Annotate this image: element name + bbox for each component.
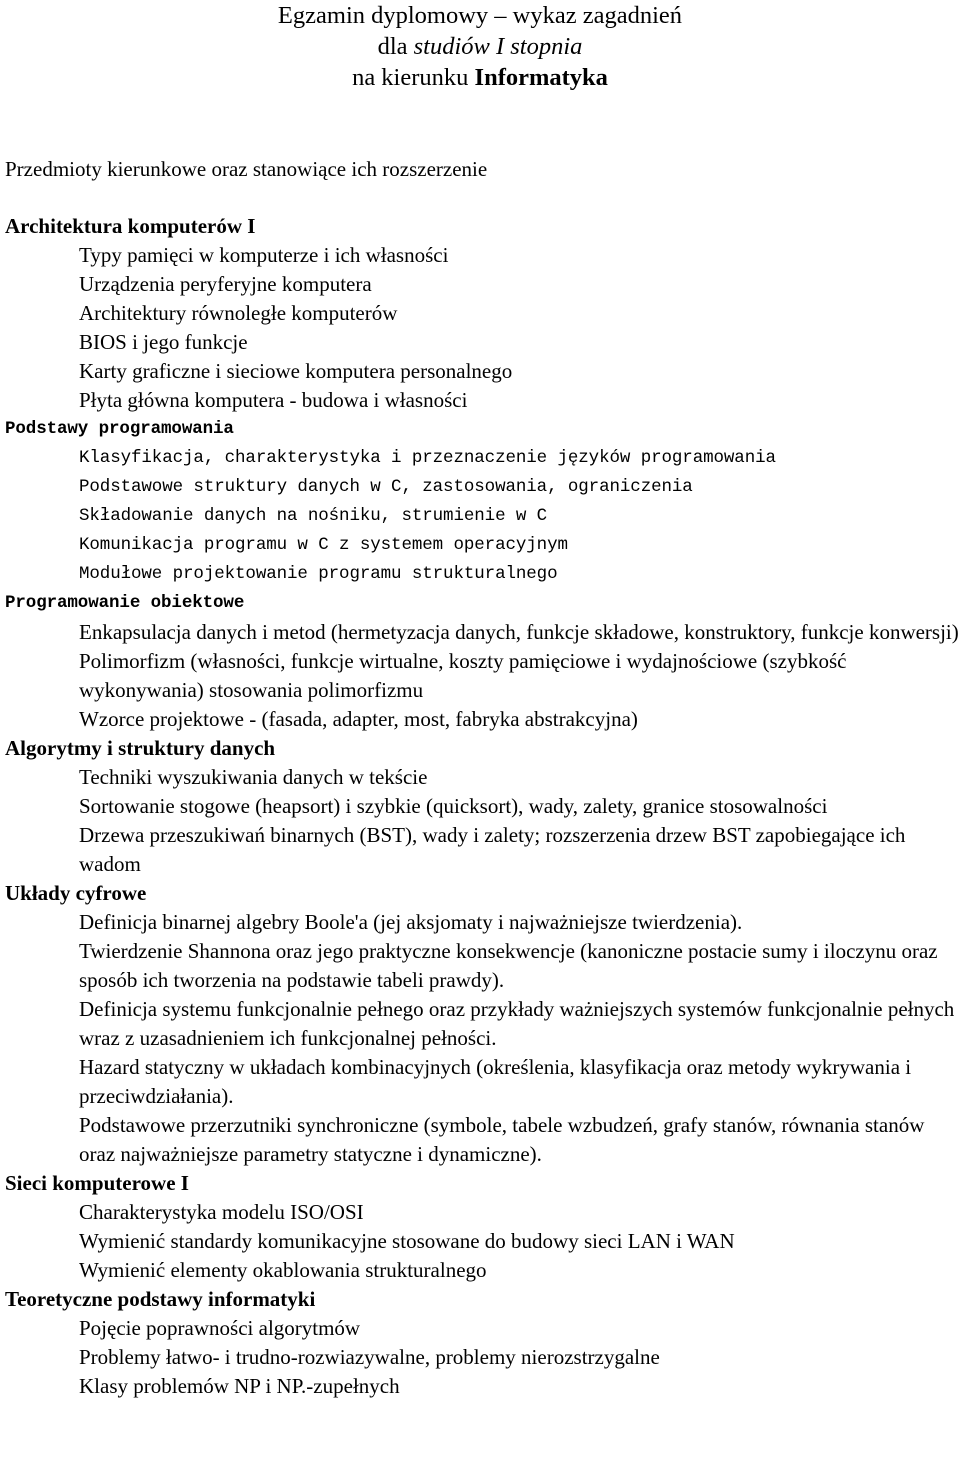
list-item: Charakterystyka modelu ISO/OSI (79, 1200, 364, 1224)
list-item: Typy pamięci w komputerze i ich własności (79, 243, 449, 267)
list-item: Architektury równoległe komputerów (79, 301, 398, 325)
list-item: Drzewa przeszukiwań binarnych (BST), wady i zalety; rozszerzenia drzew BST zapobiegające ich wadom (79, 823, 906, 876)
section-items (5, 908, 960, 1169)
title-study-level: studiów I stopnia (413, 33, 583, 60)
title-line-3-prefix: na kierunku (352, 64, 475, 91)
section-heading: Podstawy programowania (5, 419, 234, 439)
list-item: Problemy łatwo- i trudno-rozwiazywalne, problemy nierozstrzygalne (79, 1345, 660, 1369)
list-item: Pojęcie poprawności algorytmów (79, 1316, 361, 1340)
list-item: Klasy problemów NP i NP.-zupełnych (79, 1374, 400, 1398)
section-items (5, 1198, 960, 1285)
list-item: Urządzenia peryferyjne komputera (79, 272, 372, 296)
topics-list (5, 212, 960, 1401)
list-item: Definicja systemu funkcjonalnie pełnego oraz przykłady ważniejszych systemów funkcjonalnie pełnych wraz z uzasadnieniem ich funkcjonalnej pełności. (79, 997, 955, 1050)
list-item: Wzorce projektowe - (fasada, adapter, most, fabryka abstrakcyjna) (79, 707, 638, 731)
section-heading: Sieci komputerowe I (5, 1171, 189, 1195)
list-item: Polimorfizm (własności, funkcje wirtualne, koszty pamięciowe i wydajnościowe (szybkość wykonywania) stosowania polimorfizmu (79, 649, 847, 702)
section-heading: Algorytmy i struktury danych (5, 736, 276, 760)
list-item: Enkapsulacja danych i metod (hermetyzacja danych, funkcje składowe, konstruktory, funkcje konwersji) (79, 620, 959, 644)
list-item: Twierdzenie Shannona oraz jego praktyczne konsekwencje (kanoniczne postacie sumy i iloczynu oraz sposób ich tworzenia na podstawie tabeli prawdy). (79, 939, 938, 992)
title-line-3 (0, 62, 960, 93)
document-subtitle: Przedmioty kierunkowe oraz stanowiące ich rozszerzenie (5, 157, 488, 181)
section-items (5, 618, 960, 734)
list-item: Karty graficzne i sieciowe komputera personalnego (79, 359, 513, 383)
list-item: Komunikacja programu w C z systemem operacyjnym (79, 535, 568, 555)
section-items (5, 444, 960, 589)
list-item: Podstawowe struktury danych w C, zastosowania, ograniczenia (79, 477, 693, 497)
document-title (0, 0, 960, 93)
section-sieci-komputerowe (5, 1169, 960, 1285)
section-algorytmy (5, 734, 960, 879)
title-major: Informatyka (474, 64, 608, 91)
section-podstawy-programowania (5, 415, 960, 589)
section-uklady-cyfrowe (5, 879, 960, 1169)
section-teoretyczne-podstawy (5, 1285, 960, 1401)
section-architektura (5, 212, 960, 415)
section-heading: Układy cyfrowe (5, 881, 147, 905)
title-line-1: Egzamin dyplomowy – wykaz zagadnień (277, 2, 683, 29)
list-item: Klasyfikacja, charakterystyka i przeznaczenie języków programowania (79, 448, 776, 468)
section-items (5, 1314, 960, 1401)
list-item: Wymienić standardy komunikacyjne stosowane do budowy sieci LAN i WAN (79, 1229, 735, 1253)
list-item: Składowanie danych na nośniku, strumienie w C (79, 506, 548, 526)
section-programowanie-obiektowe (5, 589, 960, 734)
list-item: Sortowanie stogowe (heapsort) i szybkie (quicksort), wady, zalety, granice stosowalności (79, 794, 828, 818)
list-item: Wymienić elementy okablowania strukturalnego (79, 1258, 487, 1282)
list-item: BIOS i jego funkcje (79, 330, 248, 354)
list-item: Modułowe projektowanie programu strukturalnego (79, 564, 558, 584)
section-items (5, 241, 960, 415)
list-item: Płyta główna komputera - budowa i własności (79, 388, 468, 412)
list-item: Techniki wyszukiwania danych w tekście (79, 765, 428, 789)
title-line-2-prefix: dla (377, 33, 414, 60)
list-item: Definicja binarnej algebry Boole'a (jej aksjomaty i najważniejsze twierdzenia). (79, 910, 743, 934)
section-heading: Programowanie obiektowe (5, 593, 245, 613)
list-item: Podstawowe przerzutniki synchroniczne (symbole, tabele wzbudzeń, grafy stanów, równania stanów oraz najważniejsze parametry statyczne i dynamiczne). (79, 1113, 925, 1166)
section-heading: Teoretyczne podstawy informatyki (5, 1287, 316, 1311)
section-items (5, 763, 960, 879)
list-item: Hazard statyczny w układach kombinacyjnych (określenia, klasyfikacja oraz metody wykrywania i przeciwdziałania). (79, 1055, 912, 1108)
title-line-2 (0, 31, 960, 62)
section-heading: Architektura komputerów I (5, 214, 256, 238)
